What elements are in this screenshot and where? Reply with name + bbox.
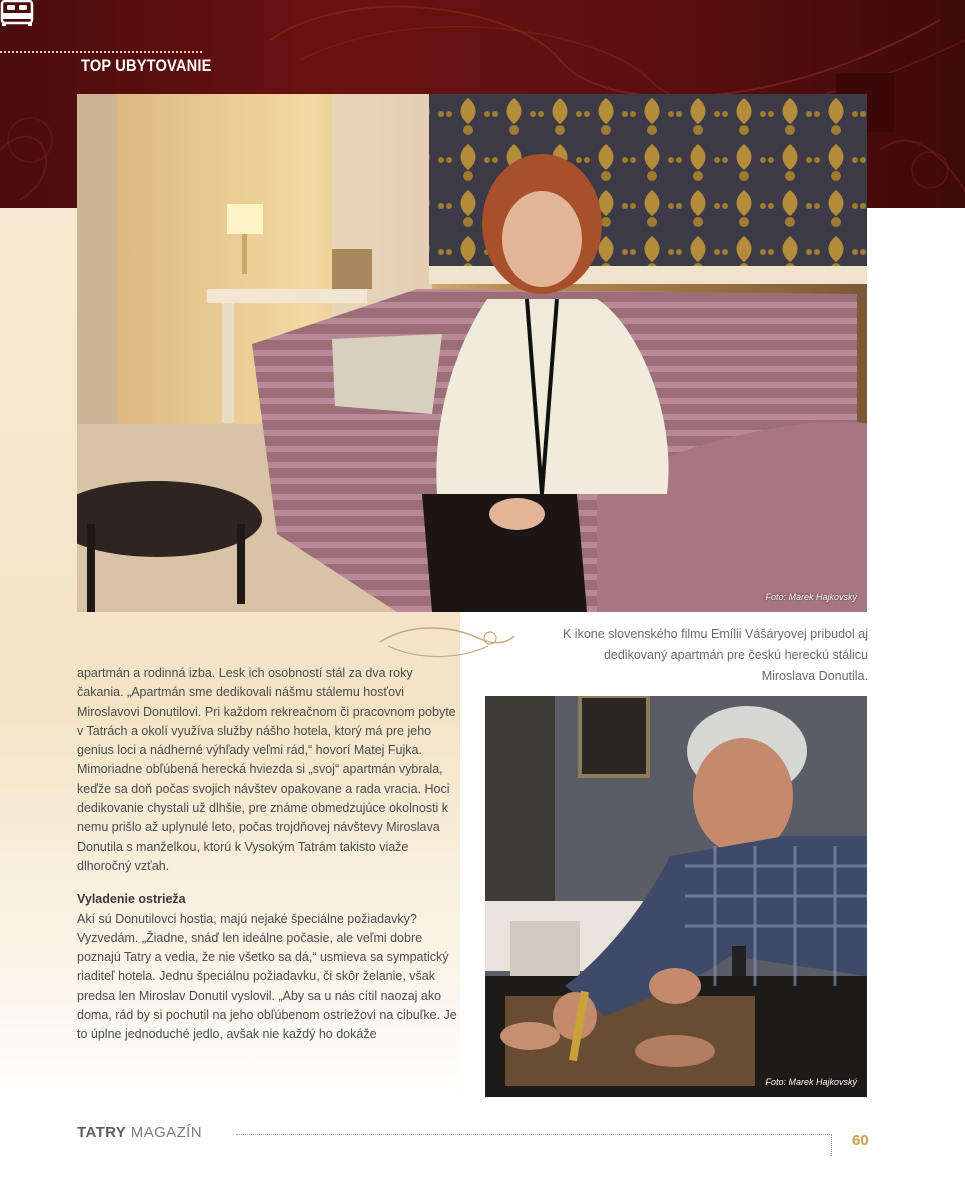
caption-line: K ikone slovenského filmu Emílii Vášáryovej pribudol aj <box>562 627 868 641</box>
second-photo-illustration <box>485 696 867 1097</box>
article-body <box>77 664 457 1045</box>
caption-line: Miroslava Donutila. <box>761 669 868 683</box>
caption-line: dedikovaný apartmán pre českú hereckú stálicu <box>603 648 868 662</box>
footer-divider <box>236 1134 830 1135</box>
photo-credit: Foto: Marek Hajkovský <box>765 592 857 602</box>
photo-credit: Foto: Marek Hajkovský <box>765 1077 857 1087</box>
page-number: 60 <box>852 1132 869 1149</box>
bed-icon <box>0 0 34 26</box>
second-photo <box>485 696 867 1097</box>
main-photo <box>77 94 867 612</box>
brand-bold: TATRY <box>77 1124 127 1141</box>
flourish-ornament <box>378 620 518 664</box>
section-title: TOP UBYTOVANIE <box>81 56 212 75</box>
article-subheading: Vyladenie ostrieža <box>77 892 186 907</box>
photo-caption <box>520 624 868 687</box>
magazine-brand <box>77 1124 202 1141</box>
main-photo-illustration <box>77 94 867 612</box>
article-paragraph: Akí sú Donutilovci hostia, majú nejaké špeciálne požiadavky? Vyzvedám. „Žiadne, snáď len ideálne počasie, ale veľmi dobre poznajú Tatry a vedia, že nie všetko sa dá,“ usmieva sa sympatický riaditeľ hotela. Jednu špeciálnu požiadavku, či skôr želanie, však predsa len Miroslav Donutil vyslovil. „Aby sa u nás cítil naozaj ako doma, rád by si pochutil na jeho obľúbenom ostriežovi na cibuľke. Je to úplne jednoduché jedlo, avšak nie každý ho dokáže <box>77 911 457 1042</box>
article-paragraph: apartmán a rodinná izba. Lesk ich osobností stál za dva roky čakania. „Apartmán sme dedikovali nášmu stálemu hosťovi Miroslavovi Donutilovi. Pri každom rekreačnom či pracovnom pobyte v Tatrách a okolí využíva služby nášho hotela, ktorý má pre jeho genius loci a nádherné výhľady veľmi rád,“ hovorí Matej Fujka. Mimoriadne obľúbená herecká hviezda si „svoj“ apartmán vybrala, keďže sa doň počas svojich návštev opakovane a rada vracia. Hoci dedikovanie chystali už dlhšie, pre známe obmedzujúce okolnosti k nemu prišlo až uplynulé leto, počas trojdňovej návštevy Miroslava Donutila s manželkou, ktorú k Vysokým Tatrám takisto viaže dlhoročný vzťah. <box>77 666 456 873</box>
section-divider <box>0 51 202 53</box>
footer-divider-tick <box>831 1134 832 1156</box>
brand-light: MAGAZÍN <box>130 1124 202 1141</box>
